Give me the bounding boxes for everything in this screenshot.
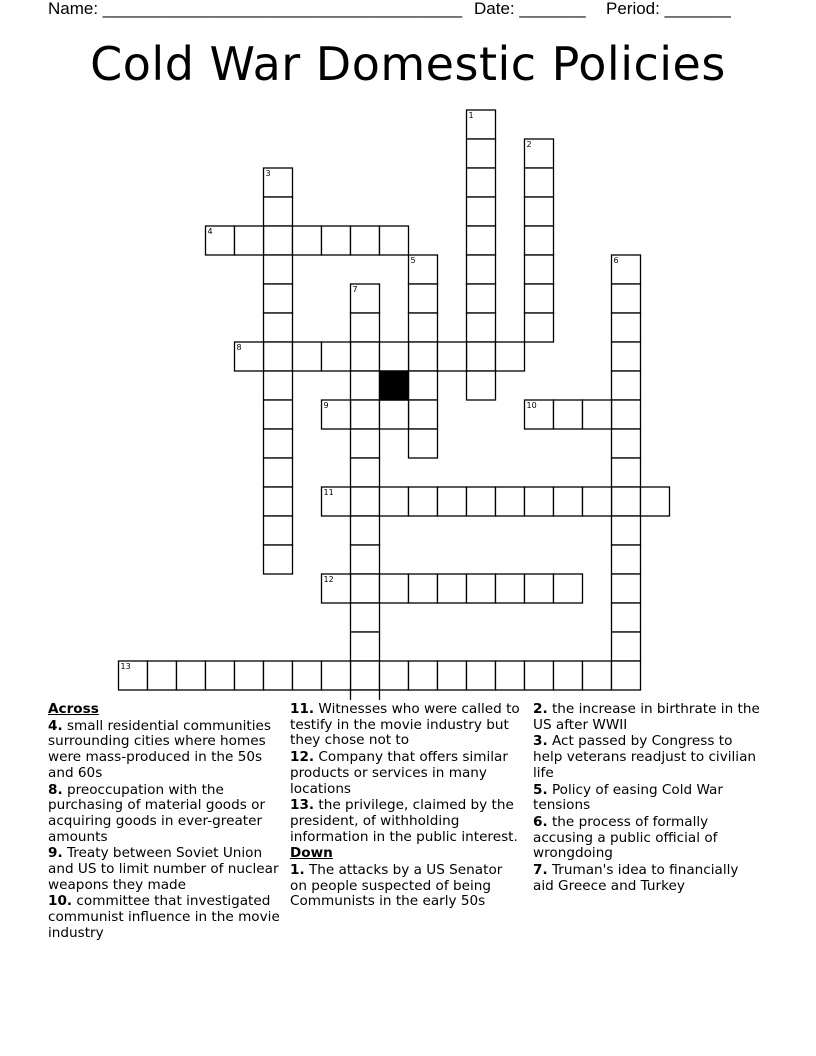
grid-cell[interactable]	[264, 342, 293, 371]
grid-cell[interactable]	[583, 400, 612, 429]
grid-cell[interactable]	[467, 197, 496, 226]
grid-cell[interactable]	[409, 661, 438, 690]
clue-number: 12	[323, 575, 334, 584]
grid-cell[interactable]	[148, 661, 177, 690]
down-clue-3: 3. Act passed by Congress to help veterans readjust to civilian life	[533, 733, 757, 781]
clue-number: 4	[207, 227, 213, 236]
grid-cell[interactable]	[351, 487, 380, 516]
grid-cell[interactable]	[467, 342, 496, 371]
grid-cell[interactable]	[438, 574, 467, 603]
grid-cell[interactable]	[409, 487, 438, 516]
clue-number: 10	[526, 401, 537, 410]
grid-cell[interactable]	[351, 400, 380, 429]
grid-cell[interactable]	[409, 574, 438, 603]
clue-number: 13	[120, 662, 131, 671]
date-field[interactable]: Date: _______	[474, 0, 586, 18]
grid-cell[interactable]	[467, 371, 496, 400]
grid-cell[interactable]	[583, 661, 612, 690]
grid-cell[interactable]	[438, 661, 467, 690]
grid-cell[interactable]	[467, 313, 496, 342]
down-clue-1: 1. The attacks by a US Senator on people suspected of being Communists in the early 50s	[290, 862, 503, 910]
clue-number: 3	[265, 169, 271, 178]
grid-cell[interactable]	[293, 342, 322, 371]
across-clue-8: 8. preoccupation with the purchasing of material goods or acquiring goods in ever-greater amounts	[48, 781, 266, 845]
grid-cell[interactable]	[612, 632, 641, 661]
grid-cell[interactable]	[322, 226, 351, 255]
grid-cell[interactable]	[467, 139, 496, 168]
grid-cell[interactable]	[496, 574, 525, 603]
grid-cell[interactable]	[612, 429, 641, 458]
grid-cell[interactable]	[525, 284, 554, 313]
grid-cell[interactable]	[641, 487, 670, 516]
clue-number: 6	[613, 256, 619, 265]
grid-cell[interactable]	[264, 458, 293, 487]
clue-number: 8	[236, 343, 242, 352]
grid-cell[interactable]	[409, 342, 438, 371]
period-field[interactable]: Period: _______	[606, 0, 731, 18]
grid-cell[interactable]	[351, 516, 380, 545]
grid-cell[interactable]	[380, 487, 409, 516]
page-title: Cold War Domestic Policies	[90, 37, 726, 91]
grid-cell[interactable]	[409, 284, 438, 313]
grid-cell[interactable]	[525, 226, 554, 255]
across-clue-11: 11. Witnesses who were called to testify in the movie industry but they chose not to	[290, 701, 520, 749]
grid-cell[interactable]	[612, 313, 641, 342]
grid-cell[interactable]	[525, 197, 554, 226]
grid-cell[interactable]	[380, 661, 409, 690]
grid-cell[interactable]	[612, 342, 641, 371]
grid-cell[interactable]	[496, 661, 525, 690]
grid-cell[interactable]	[351, 661, 380, 690]
grid-cell[interactable]	[467, 255, 496, 284]
grid-cell[interactable]	[583, 487, 612, 516]
grid-cell[interactable]	[612, 574, 641, 603]
clue-number: 5	[410, 256, 416, 265]
down-heading: Down	[290, 845, 333, 862]
grid-cell[interactable]	[206, 661, 235, 690]
across-clue-13: 13. the privilege, claimed by the president, of withholding information in the public interest.	[290, 797, 518, 845]
grid-cell[interactable]	[612, 458, 641, 487]
grid-cell[interactable]	[264, 255, 293, 284]
grid-cell[interactable]	[496, 342, 525, 371]
grid-cell[interactable]	[351, 226, 380, 255]
grid-cell[interactable]	[351, 429, 380, 458]
grid-cell[interactable]	[351, 690, 380, 700]
grid-cell[interactable]	[351, 545, 380, 574]
grid-cell[interactable]	[612, 487, 641, 516]
grid-cell[interactable]	[264, 197, 293, 226]
grid-cell[interactable]	[264, 661, 293, 690]
clues-column-1	[48, 702, 280, 943]
across-heading: Across	[48, 701, 99, 717]
clue-number: 11	[323, 488, 334, 497]
grid-cell[interactable]	[525, 313, 554, 342]
grid-cell[interactable]	[264, 516, 293, 545]
grid-cell[interactable]	[322, 342, 351, 371]
grid-cell[interactable]	[554, 661, 583, 690]
grid-cell[interactable]	[612, 545, 641, 574]
grid-cell[interactable]	[264, 545, 293, 574]
grid-cell[interactable]	[525, 661, 554, 690]
grid-cell[interactable]	[351, 342, 380, 371]
grid-cell[interactable]	[612, 661, 641, 690]
across-clue-10: 10. committee that investigated communist influence in the movie industry	[48, 893, 280, 941]
grid-cell[interactable]	[380, 226, 409, 255]
grid-cell[interactable]	[467, 226, 496, 255]
grid-cell[interactable]	[467, 487, 496, 516]
grid-cell[interactable]	[351, 632, 380, 661]
clue-number: 9	[323, 401, 329, 410]
name-field[interactable]: Name: ______________________________________	[48, 0, 463, 18]
clue-number: 2	[526, 140, 532, 149]
grid-cell[interactable]	[467, 284, 496, 313]
grid-cell[interactable]	[264, 313, 293, 342]
grid-cell[interactable]	[351, 371, 380, 400]
grid-block	[380, 371, 409, 400]
grid-cell[interactable]	[496, 487, 525, 516]
grid-cell[interactable]	[293, 661, 322, 690]
across-clue-12: 12. Company that offers similar products or services in many locations	[290, 749, 508, 797]
grid-cell[interactable]	[554, 400, 583, 429]
grid-cell[interactable]	[351, 458, 380, 487]
grid-cell[interactable]	[525, 487, 554, 516]
grid-cell[interactable]	[351, 574, 380, 603]
grid-cell[interactable]	[612, 371, 641, 400]
clues-column-3	[533, 702, 761, 895]
grid-cell[interactable]	[612, 516, 641, 545]
grid-cell[interactable]	[467, 574, 496, 603]
grid-cell[interactable]	[264, 429, 293, 458]
grid-cell[interactable]	[351, 603, 380, 632]
grid-cell[interactable]	[264, 487, 293, 516]
down-clue-2: 2. the increase in birthrate in the US after WWII	[533, 701, 760, 733]
grid-cell[interactable]	[525, 255, 554, 284]
grid-cell[interactable]	[554, 574, 583, 603]
grid-cell[interactable]	[467, 661, 496, 690]
grid-cell[interactable]	[351, 313, 380, 342]
grid-cell[interactable]	[293, 226, 322, 255]
grid-cell[interactable]	[409, 429, 438, 458]
grid-cell[interactable]	[554, 487, 583, 516]
grid-cell[interactable]	[612, 284, 641, 313]
down-clue-7: 7. Truman's idea to financially aid Greece and Turkey	[533, 862, 739, 894]
clue-number: 7	[352, 285, 358, 294]
across-clue-9: 9. Treaty between Soviet Union and US to limit number of nuclear weapons they made	[48, 845, 279, 893]
grid-cell[interactable]	[235, 226, 264, 255]
grid-cell[interactable]	[409, 313, 438, 342]
grid-cell[interactable]	[264, 284, 293, 313]
grid-cell[interactable]	[525, 168, 554, 197]
grid-cell[interactable]	[438, 487, 467, 516]
grid-cell[interactable]	[322, 661, 351, 690]
grid-cell[interactable]	[525, 574, 554, 603]
grid-cell[interactable]	[264, 371, 293, 400]
grid-cell[interactable]	[264, 400, 293, 429]
grid-cell[interactable]	[409, 371, 438, 400]
clues-column-2	[290, 702, 522, 911]
clue-number: 1	[468, 111, 474, 120]
grid-cell[interactable]	[380, 400, 409, 429]
grid-cell[interactable]	[438, 342, 467, 371]
down-clue-6: 6. the process of formally accusing a public official of wrongdoing	[533, 813, 718, 862]
across-clue-4: 4. small residential communities surrounding cities where homes were mass-produced in the 50s and 60s	[48, 717, 271, 781]
down-clue-5: 5. Policy of easing Cold War tensions	[533, 781, 723, 814]
grid-cell[interactable]	[380, 342, 409, 371]
grid-cell[interactable]	[235, 661, 264, 690]
grid-cell[interactable]	[264, 226, 293, 255]
grid-cell[interactable]	[612, 603, 641, 632]
grid-cell[interactable]	[612, 400, 641, 429]
grid-cell[interactable]	[409, 400, 438, 429]
grid-cell[interactable]	[380, 574, 409, 603]
grid-cell[interactable]	[177, 661, 206, 690]
grid-cell[interactable]	[467, 168, 496, 197]
